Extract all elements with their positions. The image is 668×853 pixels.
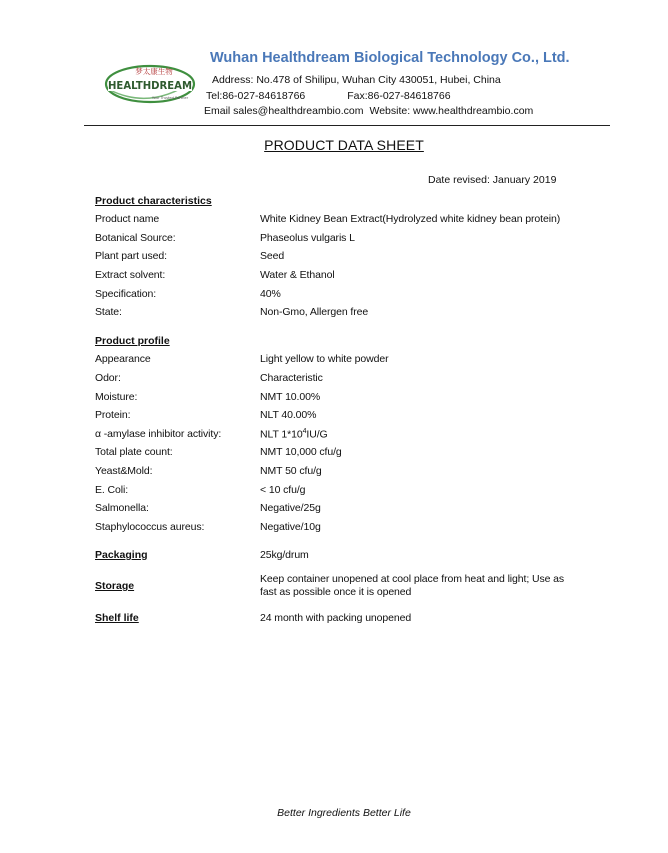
row-label: Product name (95, 213, 160, 225)
company-fax: Fax:86-027-84618766 (347, 90, 451, 102)
section-heading-packaging: Packaging (95, 549, 148, 561)
row-label: State: (95, 306, 122, 318)
packaging-value: 25kg/drum (260, 549, 309, 561)
amylase-value: NLT 1*10 (260, 428, 303, 441)
section-heading-shelf-life: Shelf life (95, 612, 139, 624)
row-label: Moisture: (95, 391, 138, 403)
section-heading-profile: Product profile (95, 335, 170, 347)
company-name: Wuhan Healthdream Biological Technology Co., Ltd. (210, 50, 570, 66)
company-email: Email sales@healthdreambio.com (204, 105, 364, 117)
company-tel: Tel:86-027-84618766 (206, 90, 306, 102)
row-label: Protein: (95, 409, 131, 421)
row-label: Salmonella: (95, 502, 149, 514)
row-value: Water & Ethanol (260, 269, 335, 281)
row-label: Botanical Source: (95, 232, 176, 244)
letterhead (0, 0, 668, 130)
logo-tagline: Your Trusted Partner (151, 96, 189, 100)
row-value-amylase (260, 428, 328, 441)
healthdream-logo (104, 60, 196, 106)
row-label: Appearance (95, 353, 151, 365)
row-value: NMT 50 cfu/g (260, 465, 322, 477)
row-label: E. Coli: (95, 484, 129, 496)
header-divider (84, 125, 610, 126)
row-value: 40% (260, 288, 281, 300)
row-value: Characteristic (260, 372, 323, 384)
row-value: Negative/10g (260, 521, 321, 533)
row-value: Seed (260, 250, 285, 262)
row-label: Staphylococcus aureus: (95, 521, 205, 533)
row-value: Phaseolus vulgaris L (260, 232, 355, 244)
row-value: Non-Gmo, Allergen free (260, 306, 369, 318)
row-value: NMT 10,000 cfu/g (260, 446, 342, 458)
contact-web-line (204, 105, 533, 117)
row-label: Yeast&Mold: (95, 465, 153, 477)
logo-chinese: 梦太康生物 (135, 67, 173, 76)
row-value: < 10 cfu/g (260, 484, 306, 496)
row-label: Specification: (95, 288, 157, 300)
row-value: Light yellow to white powder (260, 353, 389, 365)
company-address: Address: No.478 of Shilipu, Wuhan City 430051, Hubei, China (212, 74, 501, 86)
contact-phone-line (206, 90, 451, 102)
company-website: Website: www.healthdreambio.com (369, 105, 534, 117)
page-title: PRODUCT DATA SHEET (264, 137, 424, 153)
row-label: Plant part used: (95, 250, 167, 262)
row-label: Extract solvent: (95, 269, 166, 281)
row-value: NMT 10.00% (260, 391, 321, 403)
row-value: Negative/25g (260, 502, 321, 514)
row-value: White Kidney Bean Extract(Hydrolyzed white kidney bean protein) (260, 213, 561, 225)
row-value: NLT 40.00% (260, 409, 317, 421)
storage-value: Keep container unopened at cool place from heat and light; Use as fast as possible once it is opened (260, 573, 565, 598)
row-label: Total plate count: (95, 446, 173, 458)
amylase-exponent: 4 (302, 428, 307, 435)
footer-slogan: Better Ingredients Better Life (277, 807, 411, 819)
shelf-life-value: 24 month with packing unopened (260, 612, 412, 624)
logo-brand: HEALTHDREAM (108, 80, 192, 92)
row-label: Odor: (95, 372, 121, 384)
date-revised: Date revised: January 2019 (428, 174, 557, 186)
section-heading-storage: Storage (95, 580, 135, 592)
section-heading-characteristics: Product characteristics (95, 195, 212, 207)
row-label: α -amylase inhibitor activity: (95, 428, 222, 440)
amylase-unit: IU/G (306, 428, 328, 441)
